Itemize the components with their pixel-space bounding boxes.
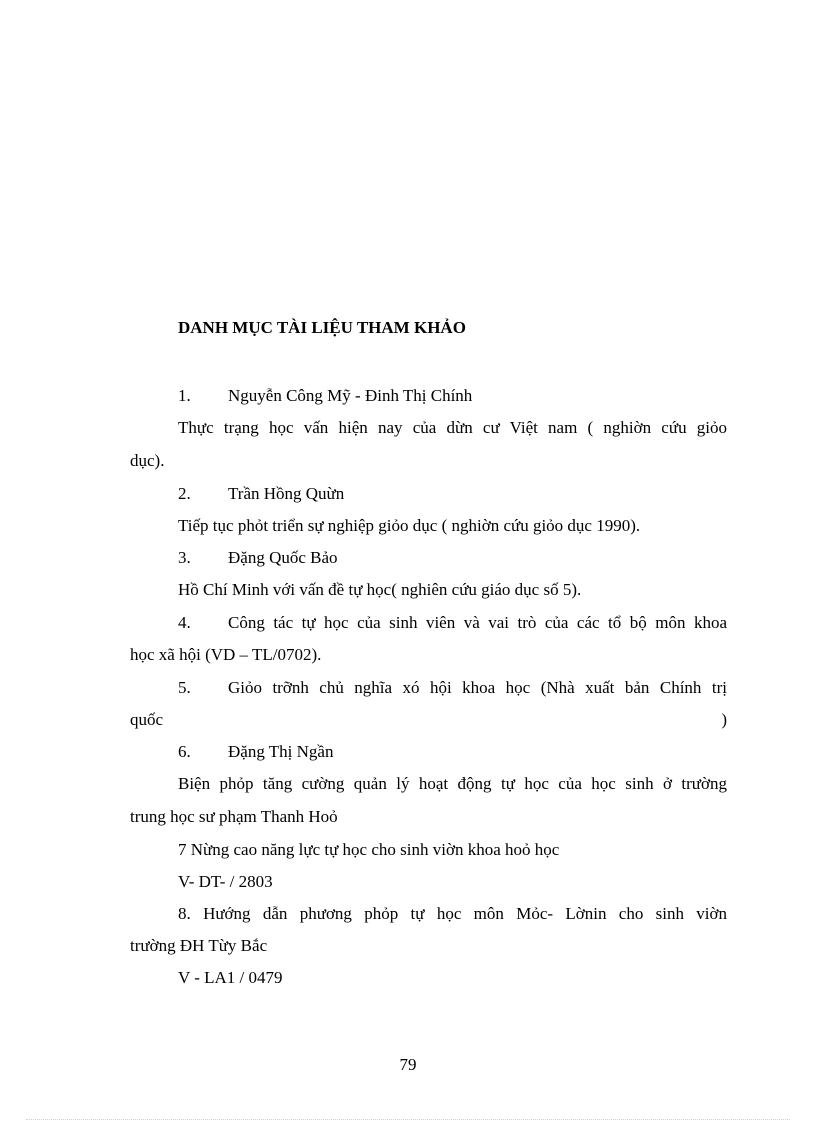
reference-6-heading [178,740,727,764]
reference-4-title: Công tác tự học của sinh viên và vai trò của các tổ bộ môn khoa [228,613,727,632]
reference-5-line2 [130,708,727,732]
page-title: DANH MỤC TÀI LIỆU THAM KHẢO [178,318,466,337]
reference-3-heading [178,546,727,570]
reference-5-closing: ) [721,710,727,729]
reference-7-title: 7 Nừng cao năng lực tự học cho sinh viờn khoa hoỏ học [178,840,560,859]
reference-1-author: Nguyễn Công Mỹ - Đinh Thị Chính [228,386,473,405]
reference-2-title: Tiếp tục phỏt triển sự nghiệp giỏo dục ( nghiờn cứu giỏo dục 1990). [178,516,641,535]
reference-1-title-line2: dục). [130,451,165,470]
reference-5-number: 5. [178,678,191,697]
reference-3-author: Đặng Quốc Bảo [228,548,338,567]
reference-6-number: 6. [178,742,191,761]
reference-4-line2: học xã hội (VD – TL/0702). [130,645,322,664]
reference-5-line1 [178,676,727,700]
reference-8-title-line1: 8. Hướng dẫn phương phỏp tự học môn Mỏc- Lờnin cho sinh viờn [178,904,727,923]
reference-5-continuation: quốc [130,710,164,729]
reference-8-title-line2: trường ĐH Từy Bắc [130,936,268,955]
reference-7-code: V- DT- / 2803 [178,872,273,891]
reference-8-code: V - LA1 / 0479 [178,968,283,987]
page-number: 79 [399,1055,417,1074]
reference-2-heading [178,482,727,506]
reference-5-title: Giỏo trỡnh chủ nghĩa xó hội khoa học (Nhà xuất bản Chính trị [228,678,727,697]
reference-6-author: Đặng Thị Ngần [228,742,334,761]
reference-1-number: 1. [178,386,191,405]
reference-4-number: 4. [178,613,191,632]
reference-3-number: 3. [178,548,191,567]
reference-1-heading [178,384,727,408]
reference-6-title-line2: trung học sư phạm Thanh Hoỏ [130,807,338,826]
page-bottom-divider [26,1119,790,1120]
reference-3-title: Hồ Chí Minh với vấn đề tự học( nghiên cứu giáo dục số 5). [178,580,582,599]
reference-4-line1 [178,611,727,635]
reference-1-title-line1: Thực trạng học vấn hiện nay của dừn cư Việt nam ( nghiờn cứu giỏo [178,418,727,437]
reference-2-author: Trần Hồng Quừn [228,484,345,503]
reference-6-title-line1: Biện phỏp tăng cường quản lý hoạt động tự học của học sinh ở trường [178,774,727,793]
reference-2-number: 2. [178,484,191,503]
